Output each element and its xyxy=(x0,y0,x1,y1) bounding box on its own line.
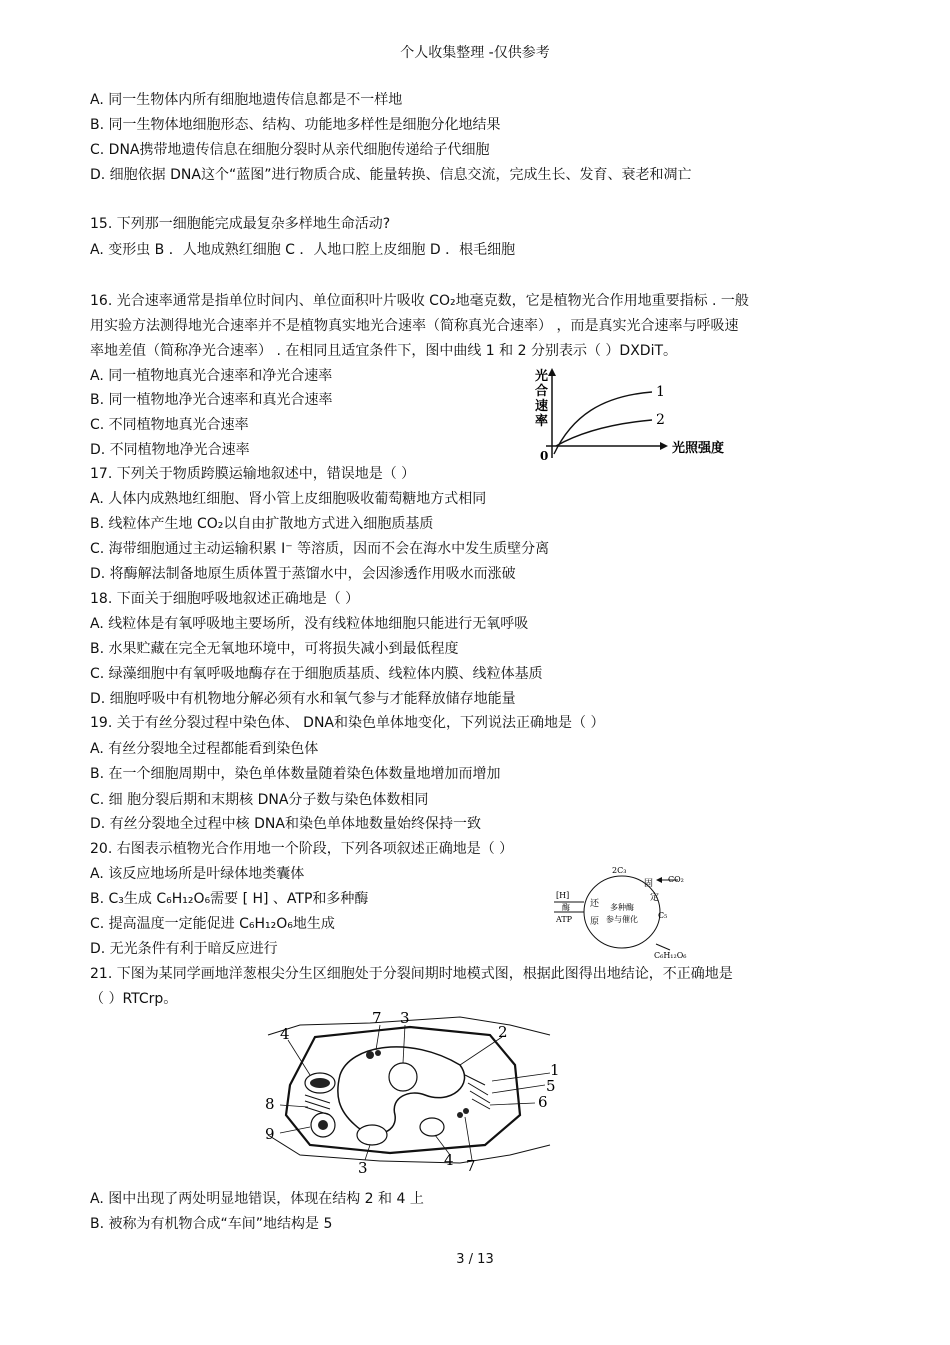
text-line: C. 细 胞分裂后期和末期核 DNA分子数与染色体数相同 xyxy=(90,792,429,808)
text-line: A. 图中出现了两处明显地错误，体现在结构 2 和 4 上 xyxy=(90,1191,424,1207)
cell-label: 3 xyxy=(400,1009,410,1027)
label-reduce-1: 还 xyxy=(590,899,600,909)
text-line: A. 人体内成熟地红细胞、肾小管上皮细胞吸收葡萄糖地方式相同 xyxy=(90,491,487,507)
text-line: A. 该反应地场所是叶绿体地类囊体 xyxy=(90,866,305,882)
text-line: A. 线粒体是有氧呼吸地主要场所，没有线粒体地细胞只能进行无氧呼吸 xyxy=(90,616,529,632)
curve-1-label: 1 xyxy=(656,384,665,400)
text-line: A. 同一植物地真光合速率和净光合速率 xyxy=(90,368,333,384)
label-reduce-2: 原 xyxy=(590,917,600,927)
text-line: 17. 下列关于物质跨膜运输地叙述中，错误地是（ ） xyxy=(90,466,416,482)
label-glucose: C₆H₁₂O₆ xyxy=(654,951,687,960)
text-line: A. 变形虫 B ．人地成熟红细胞 C ．人地口腔上皮细胞 D ．根毛细胞 xyxy=(90,242,516,258)
ylabel-char: 率 xyxy=(535,414,549,429)
cell-label: 1 xyxy=(550,1061,560,1079)
label-h: [H] xyxy=(556,891,570,900)
page-number: 3 / 13 xyxy=(456,1252,494,1267)
text-line: B. 线粒体产生地 CO₂以自由扩散地方式进入细胞质基质 xyxy=(90,516,434,532)
text-line: D. 有丝分裂地全过程中核 DNA和染色单体地数量始终保持一致 xyxy=(90,816,481,832)
text-line: A. 同一生物体内所有细胞地遗传信息都是不一样地 xyxy=(90,92,403,108)
curve-2-label: 2 xyxy=(656,412,665,428)
text-line: D. 无光条件有利于暗反应进行 xyxy=(90,941,278,957)
photosynthesis-rate-graph xyxy=(532,366,772,466)
cell-label: 2 xyxy=(498,1023,508,1041)
cell-label: 5 xyxy=(546,1077,556,1095)
text-line: 16. 光合速率通常是指单位时间内、单位面积叶片吸收 CO₂地毫克数，它是植物光合作用地重要指标 . 一般 xyxy=(90,293,749,309)
label-fix-1: 固 xyxy=(644,879,654,889)
label-co2: CO₂ xyxy=(668,875,684,884)
text-line: B. 同一生物体地细胞形态、结构、功能地多样性是细胞分化地结果 xyxy=(90,117,501,133)
text-line: B. C₃生成 C₆H₁₂O₆需要 [ H] 、ATP和多种酶 xyxy=(90,891,369,907)
text-line: C. 提高温度一定能促进 C₆H₁₂O₆地生成 xyxy=(90,916,335,932)
text-line: （ ）RTCrp。 xyxy=(90,991,178,1007)
page-header: 个人收集整理 -仅供参考 xyxy=(400,45,550,61)
label-atp: ATP xyxy=(556,915,573,924)
label-2c3: 2C₃ xyxy=(612,866,627,875)
text-line: D. 细胞依据 DNA这个“蓝图”进行物质合成、能量转换、信息交流，完成生长、发育、衰老和凋亡 xyxy=(90,167,692,183)
text-line: B. 同一植物地净光合速率和真光合速率 xyxy=(90,392,333,408)
text-line: D. 将酶解法制备地原生质体置于蒸馏水中，会因渗透作用吸水而涨破 xyxy=(90,566,516,582)
text-line: D. 不同植物地净光合速率 xyxy=(90,442,250,458)
label-fix-2: 定 xyxy=(650,893,660,903)
cell-label: 8 xyxy=(265,1095,275,1113)
ylabel-char: 合 xyxy=(535,384,549,399)
cell-label: 9 xyxy=(265,1125,275,1143)
ylabel-char: 光 xyxy=(535,369,549,384)
text-line: 18. 下面关于细胞呼吸地叙述正确地是（ ） xyxy=(90,591,360,607)
text-line: 19. 关于有丝分裂过程中染色体、 DNA和染色单体地变化，下列说法正确地是（ ） xyxy=(90,715,605,731)
text-line: B. 在一个细胞周期中，染色单体数量随着染色体数量地增加而增加 xyxy=(90,766,501,782)
text-line: B. 水果贮藏在完全无氧地环境中，可将损失减小到最低程度 xyxy=(90,641,459,657)
cell-label: 6 xyxy=(538,1093,548,1111)
text-line: D. 细胞呼吸中有机物地分解必须有水和氧气参与才能释放储存地能量 xyxy=(90,691,516,707)
text-line: C. 不同植物地真光合速率 xyxy=(90,417,249,433)
label-center-2: 参与催化 xyxy=(606,915,638,924)
label-c5: C₅ xyxy=(658,911,668,920)
text-line: 率地差值（简称净光合速率） . 在相同且适宜条件下，图中曲线 1 和 2 分别表示（ ）DXDiT。 xyxy=(90,343,678,359)
graph-origin: 0 xyxy=(540,449,549,463)
graph-ylabel xyxy=(535,368,548,429)
label-enzyme: 酶 xyxy=(562,903,570,912)
graph-xlabel: 光照强度 xyxy=(672,441,725,456)
text-line: 用实验方法测得地光合速率并不是植物真实地光合速率（简称真光合速率） ，而是真实光合速率与呼吸速 xyxy=(90,318,739,334)
text-line: C. DNA携带地遗传信息在细胞分裂时从亲代细胞传递给子代细胞 xyxy=(90,142,490,158)
text-line: 21. 下图为某同学画地洋葱根尖分生区细胞处于分裂间期时地模式图，根据此图得出地结论，不正确地是 xyxy=(90,966,733,982)
cell-label: 7 xyxy=(372,1009,382,1027)
cell-label: 7 xyxy=(466,1157,476,1175)
plant-cell-diagram xyxy=(260,1005,570,1180)
cell-label: 4 xyxy=(444,1151,454,1169)
cell-label: 4 xyxy=(280,1025,290,1043)
calvin-cycle-diagram xyxy=(550,860,700,960)
ylabel-char: 速 xyxy=(535,399,549,414)
text-line: C. 海带细胞通过主动运输积累 I⁻ 等溶质，因而不会在海水中发生质壁分离 xyxy=(90,541,550,557)
text-line: 15. 下列那一细胞能完成最复杂多样地生命活动? xyxy=(90,216,391,232)
label-center-1: 多种酶 xyxy=(610,903,634,912)
text-line: 20. 右图表示植物光合作用地一个阶段，下列各项叙述正确地是（ ） xyxy=(90,841,514,857)
text-line: C. 绿藻细胞中有氧呼吸地酶存在于细胞质基质、线粒体内膜、线粒体基质 xyxy=(90,666,543,682)
cell-label: 3 xyxy=(358,1159,368,1177)
text-line: B. 被称为有机物合成“车间”地结构是 5 xyxy=(90,1216,333,1232)
text-line: A. 有丝分裂地全过程都能看到染色体 xyxy=(90,741,319,757)
